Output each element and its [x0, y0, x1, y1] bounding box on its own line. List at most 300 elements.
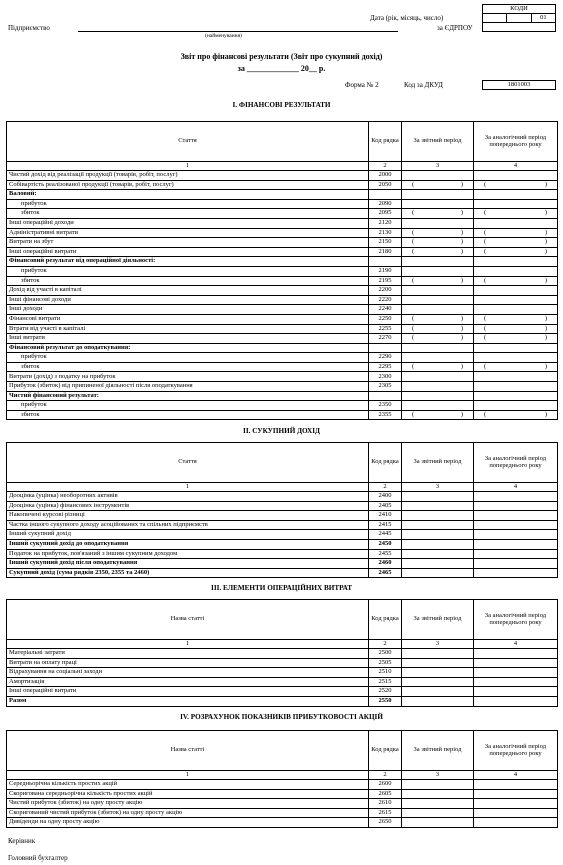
row-code: 2615 [369, 808, 402, 818]
current-period-cell[interactable] [402, 520, 474, 530]
parentheses [404, 182, 471, 189]
row-code: 2295 [369, 362, 402, 372]
previous-period-cell[interactable] [474, 286, 558, 296]
current-period-cell[interactable] [402, 199, 474, 209]
current-period-cell[interactable] [402, 549, 474, 559]
row-code: 2460 [369, 559, 402, 569]
table-row [7, 218, 558, 228]
table-row [7, 199, 558, 209]
open-paren: ( [412, 247, 415, 255]
section3-title: III. ЕЛЕМЕНТИ ОПЕРАЦІЙНИХ ВИТРАТ [211, 584, 352, 592]
current-period-cell[interactable] [402, 362, 474, 372]
previous-period-cell[interactable] [474, 314, 558, 324]
row-label: Дооцінка (уцінка) фінансових інструментів [7, 501, 369, 511]
row-label: збиток [7, 410, 369, 420]
open-paren: ( [412, 362, 415, 370]
date-day-cell[interactable]: 01 [531, 14, 555, 23]
previous-period-cell[interactable] [474, 818, 558, 828]
row-label: Сукупний дохід (сума рядків 2350, 2355 та 2460) [7, 568, 369, 578]
row-label: Інші фінансові доходи [7, 295, 369, 305]
close-paren: ) [460, 238, 463, 246]
previous-period-cell[interactable] [474, 391, 558, 401]
close-paren: ) [460, 180, 463, 188]
current-period-cell[interactable] [402, 677, 474, 687]
previous-period-cell[interactable] [474, 199, 558, 209]
parentheses [476, 316, 555, 323]
row-label: Витрати на оплату праці [7, 658, 369, 668]
column-number: 3 [402, 640, 474, 649]
parentheses [476, 326, 555, 333]
close-paren: ) [544, 324, 547, 332]
current-period-cell[interactable] [402, 343, 474, 353]
row-code: 2350 [369, 401, 402, 411]
report-title: Звіт про фінансові результати (Звіт про сукупний дохід) [180, 52, 383, 61]
table-row [7, 314, 558, 324]
row-code [369, 257, 402, 267]
table-row [7, 780, 558, 790]
previous-period-cell[interactable] [474, 372, 558, 382]
current-period-cell[interactable] [402, 295, 474, 305]
table-row [7, 247, 558, 257]
open-paren: ( [412, 209, 415, 217]
parentheses [476, 335, 555, 342]
close-paren: ) [460, 276, 463, 284]
row-label: Податок на прибуток, пов'язаний з іншим сукупним доходом [7, 549, 369, 559]
previous-period-cell[interactable] [474, 808, 558, 818]
row-code: 2610 [369, 799, 402, 809]
open-paren: ( [484, 228, 487, 236]
parentheses [404, 249, 471, 256]
row-label: Інші витрати [7, 334, 369, 344]
table-row [7, 286, 558, 296]
close-paren: ) [544, 410, 547, 418]
close-paren: ) [460, 247, 463, 255]
table-row [7, 324, 558, 334]
column-number: 4 [474, 162, 558, 171]
row-code: 2250 [369, 314, 402, 324]
previous-period-cell[interactable] [474, 209, 558, 219]
previous-period-cell[interactable] [474, 559, 558, 569]
table-row [7, 391, 558, 401]
current-period-cell[interactable] [402, 247, 474, 257]
current-period-cell[interactable] [402, 382, 474, 392]
row-label: прибуток [7, 401, 369, 411]
previous-period-cell[interactable] [474, 789, 558, 799]
current-period-cell[interactable] [402, 218, 474, 228]
enterprise-name-field[interactable] [78, 31, 398, 32]
table-row [7, 658, 558, 668]
current-period-cell[interactable] [402, 818, 474, 828]
current-period-cell[interactable] [402, 687, 474, 697]
table-row [7, 799, 558, 809]
current-period-cell[interactable] [402, 286, 474, 296]
previous-period-cell[interactable] [474, 658, 558, 668]
close-paren: ) [544, 238, 547, 246]
row-code: 2220 [369, 295, 402, 305]
column-number: 4 [474, 771, 558, 780]
column-number: 2 [369, 640, 402, 649]
previous-period-cell[interactable] [474, 247, 558, 257]
open-paren: ( [484, 209, 487, 217]
name-caption: (найменування) [205, 33, 242, 39]
row-code: 2190 [369, 266, 402, 276]
report-period [0, 64, 563, 73]
previous-period-cell[interactable] [474, 568, 558, 578]
parentheses [476, 230, 555, 237]
codes-title: КОДИ [483, 5, 556, 14]
dkud-label: Код за ДКУД [404, 81, 443, 89]
codes-box [482, 4, 556, 32]
table-row [7, 559, 558, 569]
table-row [7, 539, 558, 549]
previous-period-cell[interactable] [474, 668, 558, 678]
open-paren: ( [484, 276, 487, 284]
row-label: прибуток [7, 199, 369, 209]
previous-period-cell[interactable] [474, 799, 558, 809]
table-row [7, 401, 558, 411]
current-period-cell[interactable] [402, 257, 474, 267]
previous-period-cell[interactable] [474, 362, 558, 372]
row-label: Амортизація [7, 677, 369, 687]
current-period-cell[interactable] [402, 266, 474, 276]
row-label: Втрати від участі в капіталі [7, 324, 369, 334]
row-label: збиток [7, 362, 369, 372]
close-paren: ) [544, 276, 547, 284]
header-previous-period: За аналогічний період попереднього року [474, 443, 558, 483]
column-number: 2 [369, 771, 402, 780]
current-period-cell[interactable] [402, 568, 474, 578]
previous-period-cell[interactable] [474, 343, 558, 353]
section4-title: IV. РОЗРАХУНОК ПОКАЗНИКІВ ПРИБУТКОВОСТІ АКЦІЙ [180, 713, 383, 721]
header-current-period: За звітний період [402, 443, 474, 483]
open-paren: ( [484, 334, 487, 342]
current-period-cell[interactable] [402, 511, 474, 521]
table-row [7, 520, 558, 530]
comprehensive-income-table [6, 442, 558, 578]
table-numbering-row [7, 771, 558, 780]
table-row [7, 276, 558, 286]
table-row [7, 549, 558, 559]
close-paren: ) [460, 324, 463, 332]
table-row [7, 305, 558, 315]
financial-results-table [6, 121, 558, 420]
header-article: Назва статті [7, 731, 369, 771]
table-row [7, 238, 558, 248]
table-row [7, 353, 558, 363]
column-number: 2 [369, 483, 402, 492]
previous-period-cell[interactable] [474, 257, 558, 267]
previous-period-cell[interactable] [474, 401, 558, 411]
close-paren: ) [544, 334, 547, 342]
open-paren: ( [412, 228, 415, 236]
table-numbering-row [7, 640, 558, 649]
table-row [7, 372, 558, 382]
previous-period-cell[interactable] [474, 549, 558, 559]
column-number: 3 [402, 162, 474, 171]
open-paren: ( [412, 324, 415, 332]
header-previous-period: За аналогічний період попереднього року [474, 731, 558, 771]
current-period-cell[interactable] [402, 799, 474, 809]
current-period-cell[interactable] [402, 372, 474, 382]
previous-period-cell[interactable] [474, 492, 558, 502]
current-period-cell[interactable] [402, 180, 474, 190]
close-paren: ) [544, 314, 547, 322]
previous-period-cell[interactable] [474, 190, 558, 200]
parentheses [476, 182, 555, 189]
column-number: 1 [7, 162, 369, 171]
row-label: Відрахування на соціальні заходи [7, 668, 369, 678]
period-suffix: 20__ р. [300, 64, 326, 73]
current-period-cell[interactable] [402, 530, 474, 540]
current-period-cell[interactable] [402, 492, 474, 502]
table-header-row [7, 731, 558, 771]
row-label: Інший сукупний дохід до оподаткування [7, 539, 369, 549]
row-code: 2605 [369, 789, 402, 799]
date-year-cell[interactable] [483, 14, 507, 23]
row-label: Скоригована середньорічна кількість простих акцій [7, 789, 369, 799]
row-code [369, 190, 402, 200]
table-row [7, 808, 558, 818]
previous-period-cell[interactable] [474, 780, 558, 790]
close-paren: ) [460, 410, 463, 418]
row-code: 2095 [369, 209, 402, 219]
previous-period-cell[interactable] [474, 677, 558, 687]
row-label: Середньорічна кількість простих акцій [7, 780, 369, 790]
table-header-row [7, 600, 558, 640]
open-paren: ( [484, 180, 487, 188]
row-label: Разом [7, 696, 369, 706]
previous-period-cell[interactable] [474, 687, 558, 697]
table-row [7, 266, 558, 276]
table-row [7, 382, 558, 392]
parentheses [476, 364, 555, 371]
current-period-cell[interactable] [402, 324, 474, 334]
header-code: Код рядка [369, 600, 402, 640]
previous-period-cell[interactable] [474, 334, 558, 344]
header-current-period: За звітний період [402, 600, 474, 640]
table-row [7, 649, 558, 659]
table-numbering-row [7, 162, 558, 171]
enterprise-label: Підприємство [8, 24, 50, 32]
open-paren: ( [484, 238, 487, 246]
current-period-cell[interactable] [402, 209, 474, 219]
table-row [7, 362, 558, 372]
current-period-cell[interactable] [402, 171, 474, 181]
current-period-cell[interactable] [402, 314, 474, 324]
close-paren: ) [460, 334, 463, 342]
row-code: 2300 [369, 372, 402, 382]
current-period-cell[interactable] [402, 410, 474, 420]
dkud-code: 1801003 [483, 81, 556, 90]
current-period-cell[interactable] [402, 501, 474, 511]
column-number: 1 [7, 771, 369, 780]
previous-period-cell[interactable] [474, 410, 558, 420]
current-period-cell[interactable] [402, 789, 474, 799]
row-code: 2510 [369, 668, 402, 678]
current-period-cell[interactable] [402, 353, 474, 363]
column-number: 2 [369, 162, 402, 171]
current-period-cell[interactable] [402, 276, 474, 286]
current-period-cell[interactable] [402, 658, 474, 668]
table-row [7, 696, 558, 706]
open-paren: ( [412, 314, 415, 322]
parentheses [476, 278, 555, 285]
previous-period-cell[interactable] [474, 295, 558, 305]
current-period-cell[interactable] [402, 305, 474, 315]
row-label: збиток [7, 209, 369, 219]
previous-period-cell[interactable] [474, 649, 558, 659]
previous-period-cell[interactable] [474, 276, 558, 286]
open-paren: ( [412, 334, 415, 342]
previous-period-cell[interactable] [474, 324, 558, 334]
parentheses [476, 412, 555, 419]
row-code [369, 391, 402, 401]
row-label: Адміністративні витрати [7, 228, 369, 238]
parentheses [404, 210, 471, 217]
open-paren: ( [484, 324, 487, 332]
date-month-cell[interactable] [507, 14, 531, 23]
close-paren: ) [544, 209, 547, 217]
parentheses [476, 249, 555, 256]
row-label: Фінансовий результат до оподаткування: [7, 343, 369, 353]
row-label: Інші операційні витрати [7, 247, 369, 257]
parentheses [476, 239, 555, 246]
previous-period-cell[interactable] [474, 511, 558, 521]
table-row [7, 209, 558, 219]
table-row [7, 257, 558, 267]
previous-period-cell[interactable] [474, 539, 558, 549]
previous-period-cell[interactable] [474, 520, 558, 530]
row-code: 2520 [369, 687, 402, 697]
row-code: 2180 [369, 247, 402, 257]
row-label: Інші операційні доходи [7, 218, 369, 228]
column-number: 1 [7, 483, 369, 492]
previous-period-cell[interactable] [474, 238, 558, 248]
column-number: 4 [474, 640, 558, 649]
row-label: Матеріальні затрати [7, 649, 369, 659]
current-period-cell[interactable] [402, 780, 474, 790]
open-paren: ( [412, 276, 415, 284]
current-period-cell[interactable] [402, 668, 474, 678]
parentheses [404, 326, 471, 333]
current-period-cell[interactable] [402, 808, 474, 818]
table-row [7, 190, 558, 200]
previous-period-cell[interactable] [474, 305, 558, 315]
edrpou-label: за ЄДРПОУ [437, 24, 473, 32]
row-label: Чистий прибуток (збиток) на одну просту акцію [7, 799, 369, 809]
row-code: 2090 [369, 199, 402, 209]
open-paren: ( [484, 410, 487, 418]
previous-period-cell[interactable] [474, 266, 558, 276]
table-row [7, 668, 558, 678]
header-current-period: За звітний період [402, 731, 474, 771]
current-period-cell[interactable] [402, 391, 474, 401]
row-code: 2195 [369, 276, 402, 286]
parentheses [404, 239, 471, 246]
previous-period-cell[interactable] [474, 501, 558, 511]
table-numbering-row [7, 483, 558, 492]
current-period-cell[interactable] [402, 696, 474, 706]
current-period-cell[interactable] [402, 334, 474, 344]
header-article: Стаття [7, 122, 369, 162]
table-row [7, 228, 558, 238]
current-period-cell[interactable] [402, 238, 474, 248]
header-article: Назва статті [7, 600, 369, 640]
row-code: 2120 [369, 218, 402, 228]
table-row [7, 343, 558, 353]
column-number: 1 [7, 640, 369, 649]
table-row [7, 295, 558, 305]
share-profitability-table [6, 730, 558, 828]
row-code: 2000 [369, 171, 402, 181]
close-paren: ) [460, 228, 463, 236]
table-row [7, 789, 558, 799]
operating-expenses-table [6, 599, 558, 707]
previous-period-cell[interactable] [474, 382, 558, 392]
previous-period-cell[interactable] [474, 696, 558, 706]
row-code: 2410 [369, 511, 402, 521]
previous-period-cell[interactable] [474, 228, 558, 238]
row-label: Інші операційні витрати [7, 687, 369, 697]
current-period-cell[interactable] [402, 401, 474, 411]
row-code: 2465 [369, 568, 402, 578]
current-period-cell[interactable] [402, 228, 474, 238]
open-paren: ( [484, 247, 487, 255]
row-label: Витрати (дохід) з податку на прибуток [7, 372, 369, 382]
current-period-cell[interactable] [402, 190, 474, 200]
table-row [7, 410, 558, 420]
header-code: Код рядка [369, 122, 402, 162]
row-code: 2305 [369, 382, 402, 392]
current-period-cell[interactable] [402, 649, 474, 659]
chief-accountant-label: Головний бухгалтер [8, 854, 68, 862]
section2-title: II. СУКУПНИЙ ДОХІД [243, 427, 320, 435]
close-paren: ) [460, 314, 463, 322]
row-code: 2270 [369, 334, 402, 344]
previous-period-cell[interactable] [474, 353, 558, 363]
row-label: Накопичені курсові різниці [7, 511, 369, 521]
period-blank[interactable]: _____________ [246, 64, 299, 73]
header-previous-period: За аналогічний період попереднього року [474, 122, 558, 162]
column-number: 3 [402, 483, 474, 492]
row-code: 2255 [369, 324, 402, 334]
close-paren: ) [460, 362, 463, 370]
row-label: Собівартість реалізованої продукції (товарів, робіт, послуг) [7, 180, 369, 190]
row-code [369, 343, 402, 353]
header-current-period: За звітний період [402, 122, 474, 162]
row-code: 2455 [369, 549, 402, 559]
row-label: Інші доходи [7, 305, 369, 315]
header-code: Код рядка [369, 731, 402, 771]
previous-period-cell[interactable] [474, 180, 558, 190]
current-period-cell[interactable] [402, 539, 474, 549]
close-paren: ) [544, 228, 547, 236]
previous-period-cell[interactable] [474, 218, 558, 228]
row-label: Скоригований чистий прибуток (збиток) на одну просту акцію [7, 808, 369, 818]
current-period-cell[interactable] [402, 559, 474, 569]
table-row [7, 530, 558, 540]
row-code: 2405 [369, 501, 402, 511]
edrpou-code-cell[interactable] [483, 23, 556, 32]
previous-period-cell[interactable] [474, 171, 558, 181]
row-code: 2355 [369, 410, 402, 420]
previous-period-cell[interactable] [474, 530, 558, 540]
row-code: 2505 [369, 658, 402, 668]
period-prefix: за [237, 64, 245, 73]
dkud-code-box [482, 80, 556, 90]
parentheses [404, 316, 471, 323]
parentheses [476, 210, 555, 217]
